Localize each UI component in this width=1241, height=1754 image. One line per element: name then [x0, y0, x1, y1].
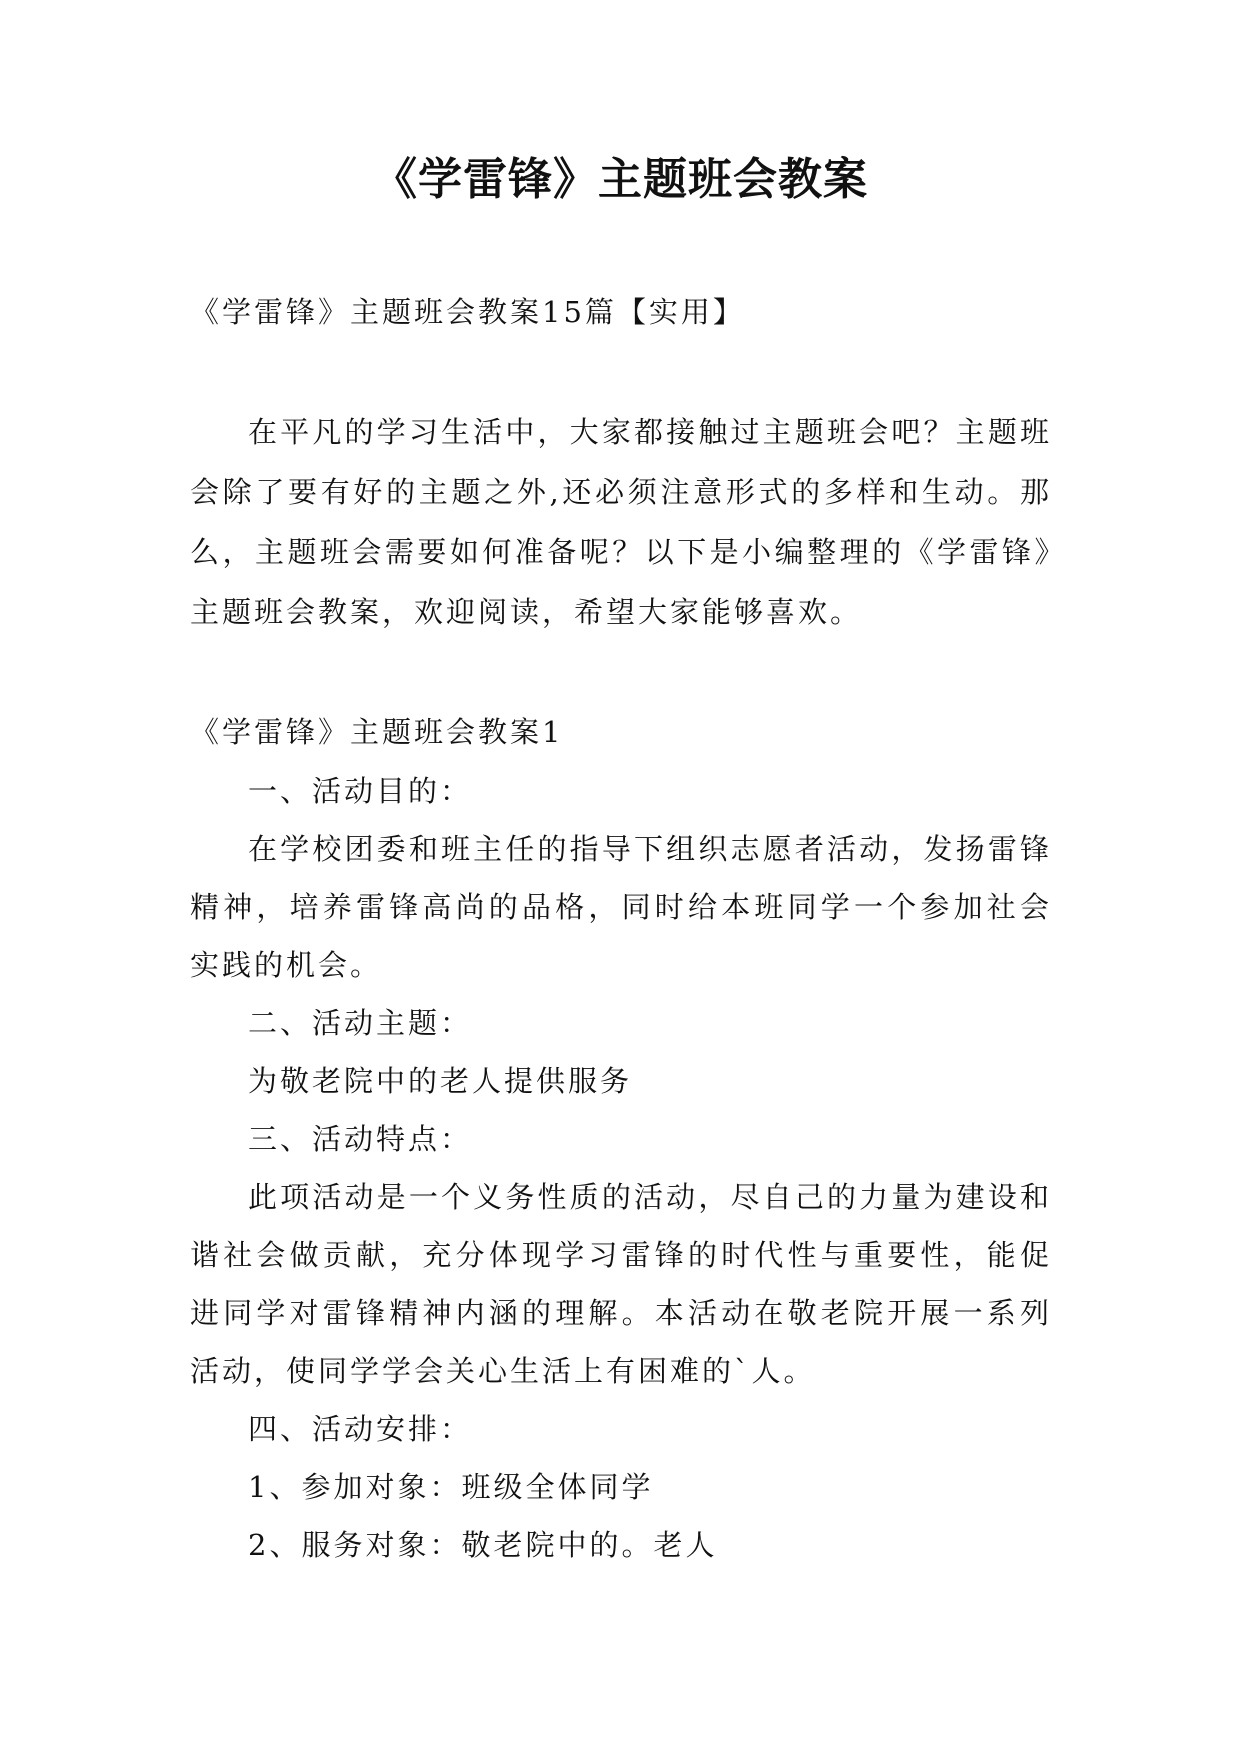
theme-paragraph: 为敬老院中的老人提供服务 — [248, 1064, 633, 1098]
purpose-heading: 一、活动目的： — [248, 774, 473, 808]
document-subtitle: 《学雷锋》主题班会教案15篇【实用】 — [190, 295, 745, 329]
arrangement-heading: 四、活动安排： — [248, 1412, 473, 1446]
purpose-paragraph: 在学校团委和班主任的指导下组织志愿者活动，发扬雷锋精神，培养雷锋高尚的品格，同时给本班同学一个参加社会实践的机会。 — [190, 832, 1052, 982]
features-heading: 三、活动特点： — [248, 1122, 473, 1156]
document-body — [190, 290, 1052, 1574]
intro-paragraph: 在平凡的学习生活中，大家都接触过主题班会吧？主题班会除了要有好的主题之外,还必须注意形式的多样和生动。那么，主题班会需要如何准备呢？以下是小编整理的《学雷锋》主题班会教案，欢迎阅读，希望大家能够喜欢。 — [190, 415, 1052, 629]
document-title: 《学雷锋》主题班会教案 — [373, 154, 868, 205]
section-heading: 《学雷锋》主题班会教案1 — [190, 715, 564, 749]
theme-heading: 二、活动主题： — [248, 1006, 473, 1040]
features-paragraph: 此项活动是一个义务性质的活动，尽自己的力量为建设和谐社会做贡献，充分体现学习雷锋的时代性与重要性，能促进同学对雷锋精神内涵的理解。本活动在敬老院开展一系列活动，使同学学会关心生活上有困难的`人。 — [190, 1180, 1052, 1388]
arrangement-item: 1、参加对象：班级全体同学 — [248, 1470, 654, 1504]
arrangement-item: 2、服务对象：敬老院中的。老人 — [248, 1528, 718, 1562]
